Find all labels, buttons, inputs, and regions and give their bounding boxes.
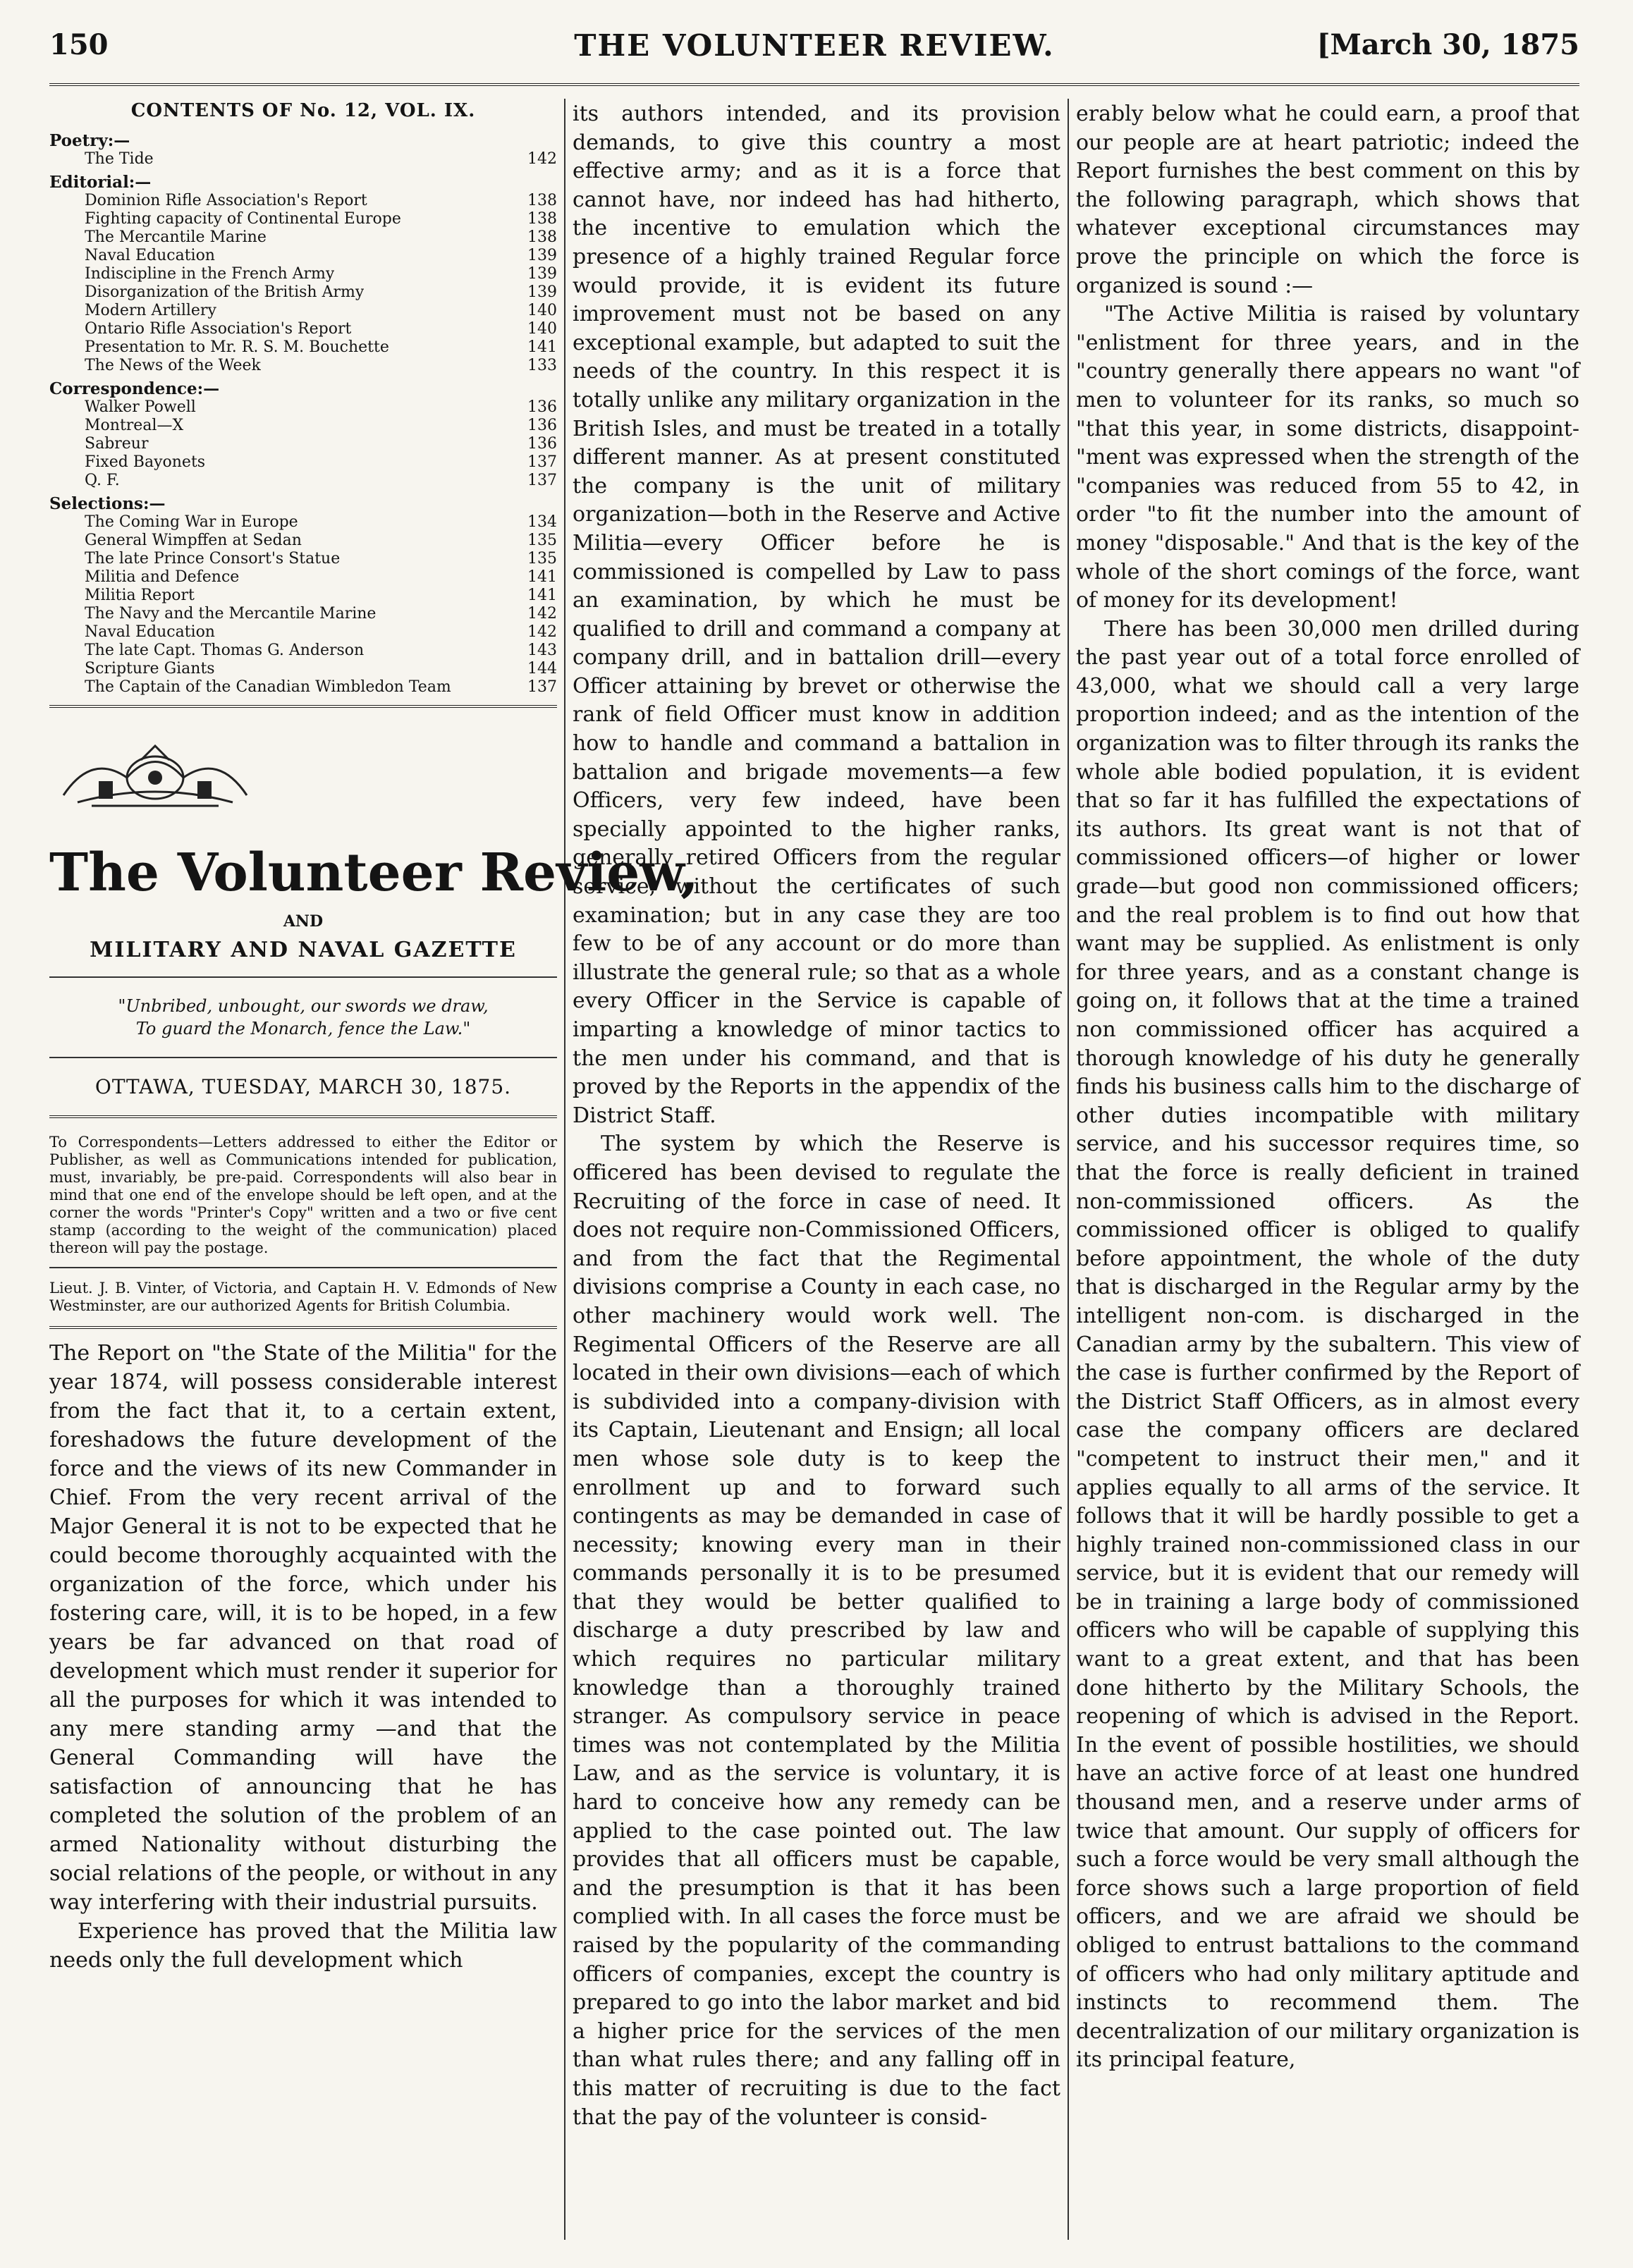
contents-title: CONTENTS OF No. 12, VOL. IX. (130, 100, 476, 121)
contents-item: The late Prince Consort's Statue 135 (85, 550, 557, 568)
agents-notice: Lieut. J. B. Vinter, of Victoria, and Captain H. V. Edmonds of New Westminster, are our authorized Agents for British Columbia. (49, 1280, 557, 1314)
page-header (49, 28, 1579, 85)
contents-section-heading: Editorial:— (49, 173, 152, 192)
contents-item: Presentation to Mr. R. S. M. Bouchette 141 (85, 338, 557, 356)
divider (49, 1326, 557, 1329)
divider (49, 705, 557, 708)
contents-item: The Tide 142 (85, 150, 557, 168)
column-divider (1068, 99, 1069, 2240)
masthead-subtitle: MILITARY AND NAVAL GAZETTE (90, 938, 517, 962)
contents-item: Militia Report 141 (85, 587, 557, 604)
article-paragraph: erably below what he could earn, a proof that our people are at heart patriotic; indeed the Report furnishes the best comment on this by the following paragraph, which shows that whatever exceptional circumstances may prove the principle on which the force is organized is sound :— (1076, 102, 1579, 298)
contents-item: Ontario Rifle Association's Report 140 (85, 320, 557, 338)
motto-line: "Unbribed, unbought, our swords we draw, (118, 996, 489, 1016)
contents-item: Q. F. 137 (85, 472, 557, 489)
contents-item: Walker Powell 136 (85, 398, 557, 416)
article-paragraph: its authors intended, and its provision demands, to give this country a most effective army; and as it is a force that cannot have, nor indeed has had hitherto, the incentive to emulation which the presence of a highly trained Regular force would provide, it is evident its future improvement must not be based on any exceptional example, but adapted to suit the needs of the country. In this respect it is totally unlike any military organization in the British Isles, and must be treated in a totally different manner. As at present constituted the company is the unit of military organization—both in the Reserve and Active Militia—every Officer before he is commissioned is compelled by Law to pass an examination, by which he must be qualified to drill and command a company at company drill, and in battalion drill—every Officer attaining by brevet or otherwise the rank of field Officer must know in addition how to handle and command a battalion in battalion and brigade movements—a few Officers, very few indeed, have been specially appointed to the higher ranks, generally retired Officers from the regular service, without the certificates of such examination; but in any case they are too few to be of any account or do more than illustrate the general rule; so that as a whole every Officer in the Service is capable of imparting a knowledge of minor tactics to the men under his command, and that is proved by the Reports in the appendix of the District Staff. (573, 102, 1060, 1128)
crest-ornament-icon (49, 739, 261, 816)
divider (49, 976, 557, 978)
contents-item: Fixed Bayonets 137 (85, 453, 557, 471)
contents-section-heading: Selections:— (49, 494, 166, 513)
contents-section-heading: Correspondence:— (49, 379, 220, 398)
contents-item: Dominion Rifle Association's Report 138 (85, 192, 557, 209)
divider (49, 1057, 557, 1058)
dateline: OTTAWA, TUESDAY, MARCH 30, 1875. (94, 1075, 512, 1098)
contents-item: The Coming War in Europe 134 (85, 513, 557, 531)
article-paragraph: The Report on "the State of the Militia" for the year 1874, will possess considerable interest from the fact that it, to a certain extent, foreshadows the future development of the force and the views of its new Commander in Chief. From the very recent arrival of the Major General it is not to be expected that he could become thoroughly acquainted with the organization of the force, which under his fostering care, will, it is to be hoped, in a few years be far advanced on that road of development which must render it superior for all the purposes for which it was intended to any mere standing army —and that the General Commanding will have the satisfaction of announcing that he has completed the solution of the problem of an armed Nationality without disturbing the social relations of the people, or without in any way interfering with their industrial pursuits. (49, 1341, 557, 1915)
contents-section-heading: Poetry:— (49, 131, 130, 150)
masthead-and: AND (283, 912, 324, 931)
contents-item: Militia and Defence 141 (85, 568, 557, 586)
motto (49, 995, 557, 1040)
contents-item: Indiscipline in the French Army 139 (85, 265, 557, 283)
article-paragraph: Experience has proved that the Militia law needs only the full development which (49, 1919, 557, 1973)
divider (49, 1267, 557, 1268)
article-paragraph: There has been 30,000 men drilled during the past year out of a total force enrolled of 43,000, what we should call a very large proportion indeed; and as the intention of the organization was to filter through its ranks the whole able bodied population, it is evident that so far it has fulfilled the expectations of its authors. Its great want is not that of commissioned officers—of higher or lower grade—but good non commissioned officers; and the real problem is to find out how that want may be supplied. As enlistment is only for three years, and as a constant change is going on, it follows that at the time a trained non commissioned officer has acquired a thorough knowledge of his duty he generally finds his business calls him to the discharge of other duties incompatible with military service, and his successor requires time, so that the force is really deficient in trained non-commissioned officers. As the commissioned officer is obliged to qualify before appointment, the whole of the duty that is discharged in the Regular army by the intelligent non-com. is discharged in the Canadian army by the subaltern. This view of the case is further confirmed by the Report of the District Staff Officers, as in almost every case the company officers are declared "competent to instruct their men," and it applies equally to all arms of the service. It follows that it will be hardly possible to get a highly trained non-commissioned class in our service, but it is evident that our remedy will be in training a large body of commissioned officers who will be capable of supplying this want to a great extent, and that has been done hitherto by the Military Schools, the reopening of which is advised in the Report. In the event of possible hostilities, we should have an active force of at least one hundred thousand men, and a reserve under arms of twice that amount. Our supply of officers for such a force would be very small although the force shows such a large proportion of field officers, and we are afraid we should be obliged to entrust battalions to the command of officers who had only military aptitude and instincts to recommend them. The decentralization of our military organization is its principal feature, (1076, 616, 1579, 2073)
header-rule (49, 83, 1579, 86)
contents-item: Montreal—X 136 (85, 417, 557, 434)
contents-item: The Navy and the Mercantile Marine 142 (85, 605, 557, 623)
contents-item: Modern Artillery 140 (85, 302, 557, 319)
correspondents-notice: To Correspondents—Letters addressed to either the Editor or Publisher, as well as Communications intended for publication, must, invariably, be pre-paid. Correspondents will also bear in mind that one end of the envelope should be left open, and at the corner the words "Printer's Copy" written and a two or five cent stamp (according to the weight of the communication) placed thereon will pay the postage. (49, 1134, 557, 1256)
contents-item: The Captain of the Canadian Wimbledon Team 137 (85, 678, 557, 696)
motto-line: To guard the Monarch, fence the Law." (135, 1019, 471, 1038)
contents-item: The late Capt. Thomas G. Anderson 143 (85, 642, 557, 659)
divider (49, 1115, 557, 1118)
contents-item: The News of the Week 133 (85, 357, 557, 374)
contents-item: Naval Education 139 (85, 247, 557, 264)
column-2 (573, 100, 1060, 2132)
contents-item: Disorganization of the British Army 139 (85, 283, 557, 301)
contents-item: Naval Education 142 (85, 623, 557, 641)
contents-item: General Wimpffen at Sedan 135 (85, 532, 557, 549)
running-title: THE VOLUNTEER REVIEW. (574, 28, 1055, 63)
contents-item: Fighting capacity of Continental Europe 138 (85, 210, 557, 228)
issue-date: [March 30, 1875 (1316, 28, 1579, 61)
contents-item: Scripture Giants 144 (85, 660, 557, 678)
page-number: 150 (49, 28, 109, 61)
column-divider (564, 99, 565, 2240)
contents-item: The Mercantile Marine 138 (85, 228, 557, 246)
contents-item: Sabreur 136 (85, 435, 557, 453)
masthead-title: The Volunteer Review, (49, 842, 699, 903)
column-1 (49, 100, 699, 1975)
article-quote: "The Active Militia is raised by voluntary "enlistment for three years, and in the "country generally there appears no want "of men to volunteer for its ranks, so much so "that this year, in some districts, disappoint- "ment was expressed when the strength of the "companies was reduced from 55 to 42, in order "to fit the number into the amount of money "disposable." And that is the key of the whole of the short comings of the force, want of money for its development! (1076, 302, 1579, 613)
article-paragraph: The system by which the Reserve is officered has been devised to regulate the Recruiting of the force in case of need. It does not require non-Commissioned Officers, and from the fact that the Regimental divisions comprise a County in each case, no other machinery would work well. The Regimental Officers of the Reserve are all located in their own divisions—each of which is subdivided into a company-division with its Captain, Lieutenant and Ensign; all local men whose sole duty is to keep the enrollment up and to forward such contingents as may be demanded in case of necessity; knowing every man in their commands personally it is to be presumed that they would be better qualified to discharge a duty prescribed by law and which requires no particular military knowledge than a thoroughly trained stranger. As compulsory service in peace times was not contemplated by the Militia Law, and as the service is voluntary, it is hard to conceive how any remedy can be applied to the case pointed out. The law provides that all officers must be capable, and the presumption is that it has been complied with. In all cases the force must be raised by the popularity of the commanding officers of companies, except the country is prepared to go into the labor market and bid a higher price for the services of the men than what rules there; and any falling off in this matter of recruiting is due to the fact that the pay of the volunteer is consid- (573, 1132, 1060, 2130)
column-3 (1076, 100, 1579, 2075)
